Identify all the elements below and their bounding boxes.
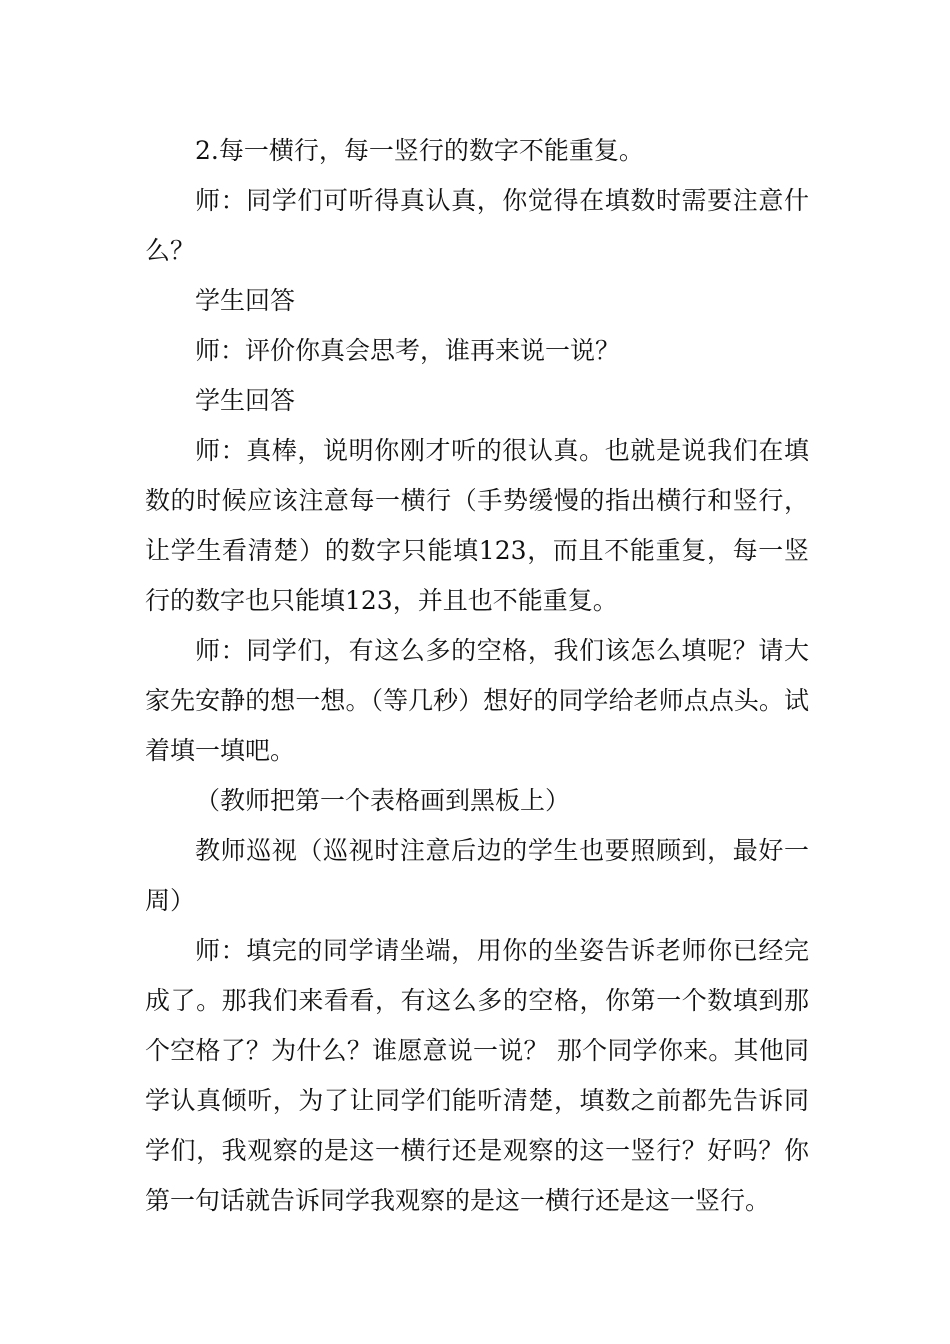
document-body (145, 126, 809, 1226)
paragraph: 师：同学们，有这么多的空格，我们该怎么填呢？请大家先安静的想一想。（等几秒）想好的同学给老师点点头。试着填一填吧。 (145, 636, 809, 765)
paragraph: 师：填完的同学请坐端，用你的坐姿告诉老师你已经完成了。那我们来看看，有这么多的空格，你第一个数填到那个空格了？为什么？谁愿意说一说？ 那个同学你来。其他同学认真倾听，为了让同学们能听清楚，填数之前都先告诉同学们，我观察的是这一横行还是观察的这一竖行？好吗？你第一句话就告诉同学我观察的是这一横行还是这一竖行。 (145, 936, 809, 1215)
paragraph: 2.每一横行，每一竖行的数字不能重复。 (195, 136, 644, 165)
paragraph: 师：评价你真会思考，谁再来说一说？ (195, 336, 621, 365)
paragraph: （教师把第一个表格画到黑板上） (195, 786, 571, 815)
paragraph: 教师巡视（巡视时注意后边的学生也要照顾到，最好一周） (145, 836, 809, 915)
paragraph: 学生回答 (195, 386, 296, 415)
paragraph: 学生回答 (195, 286, 296, 315)
paragraph: 师：真棒，说明你刚才听的很认真。也就是说我们在填数的时候应该注意每一横行（手势缓慢的指出横行和竖行，让学生看清楚）的数字只能填123，而且不能重复，每一竖行的数字也只能填123，并且也不能重复。 (145, 436, 809, 615)
paragraph: 师：同学们可听得真认真，你觉得在填数时需要注意什么？ (145, 186, 809, 265)
